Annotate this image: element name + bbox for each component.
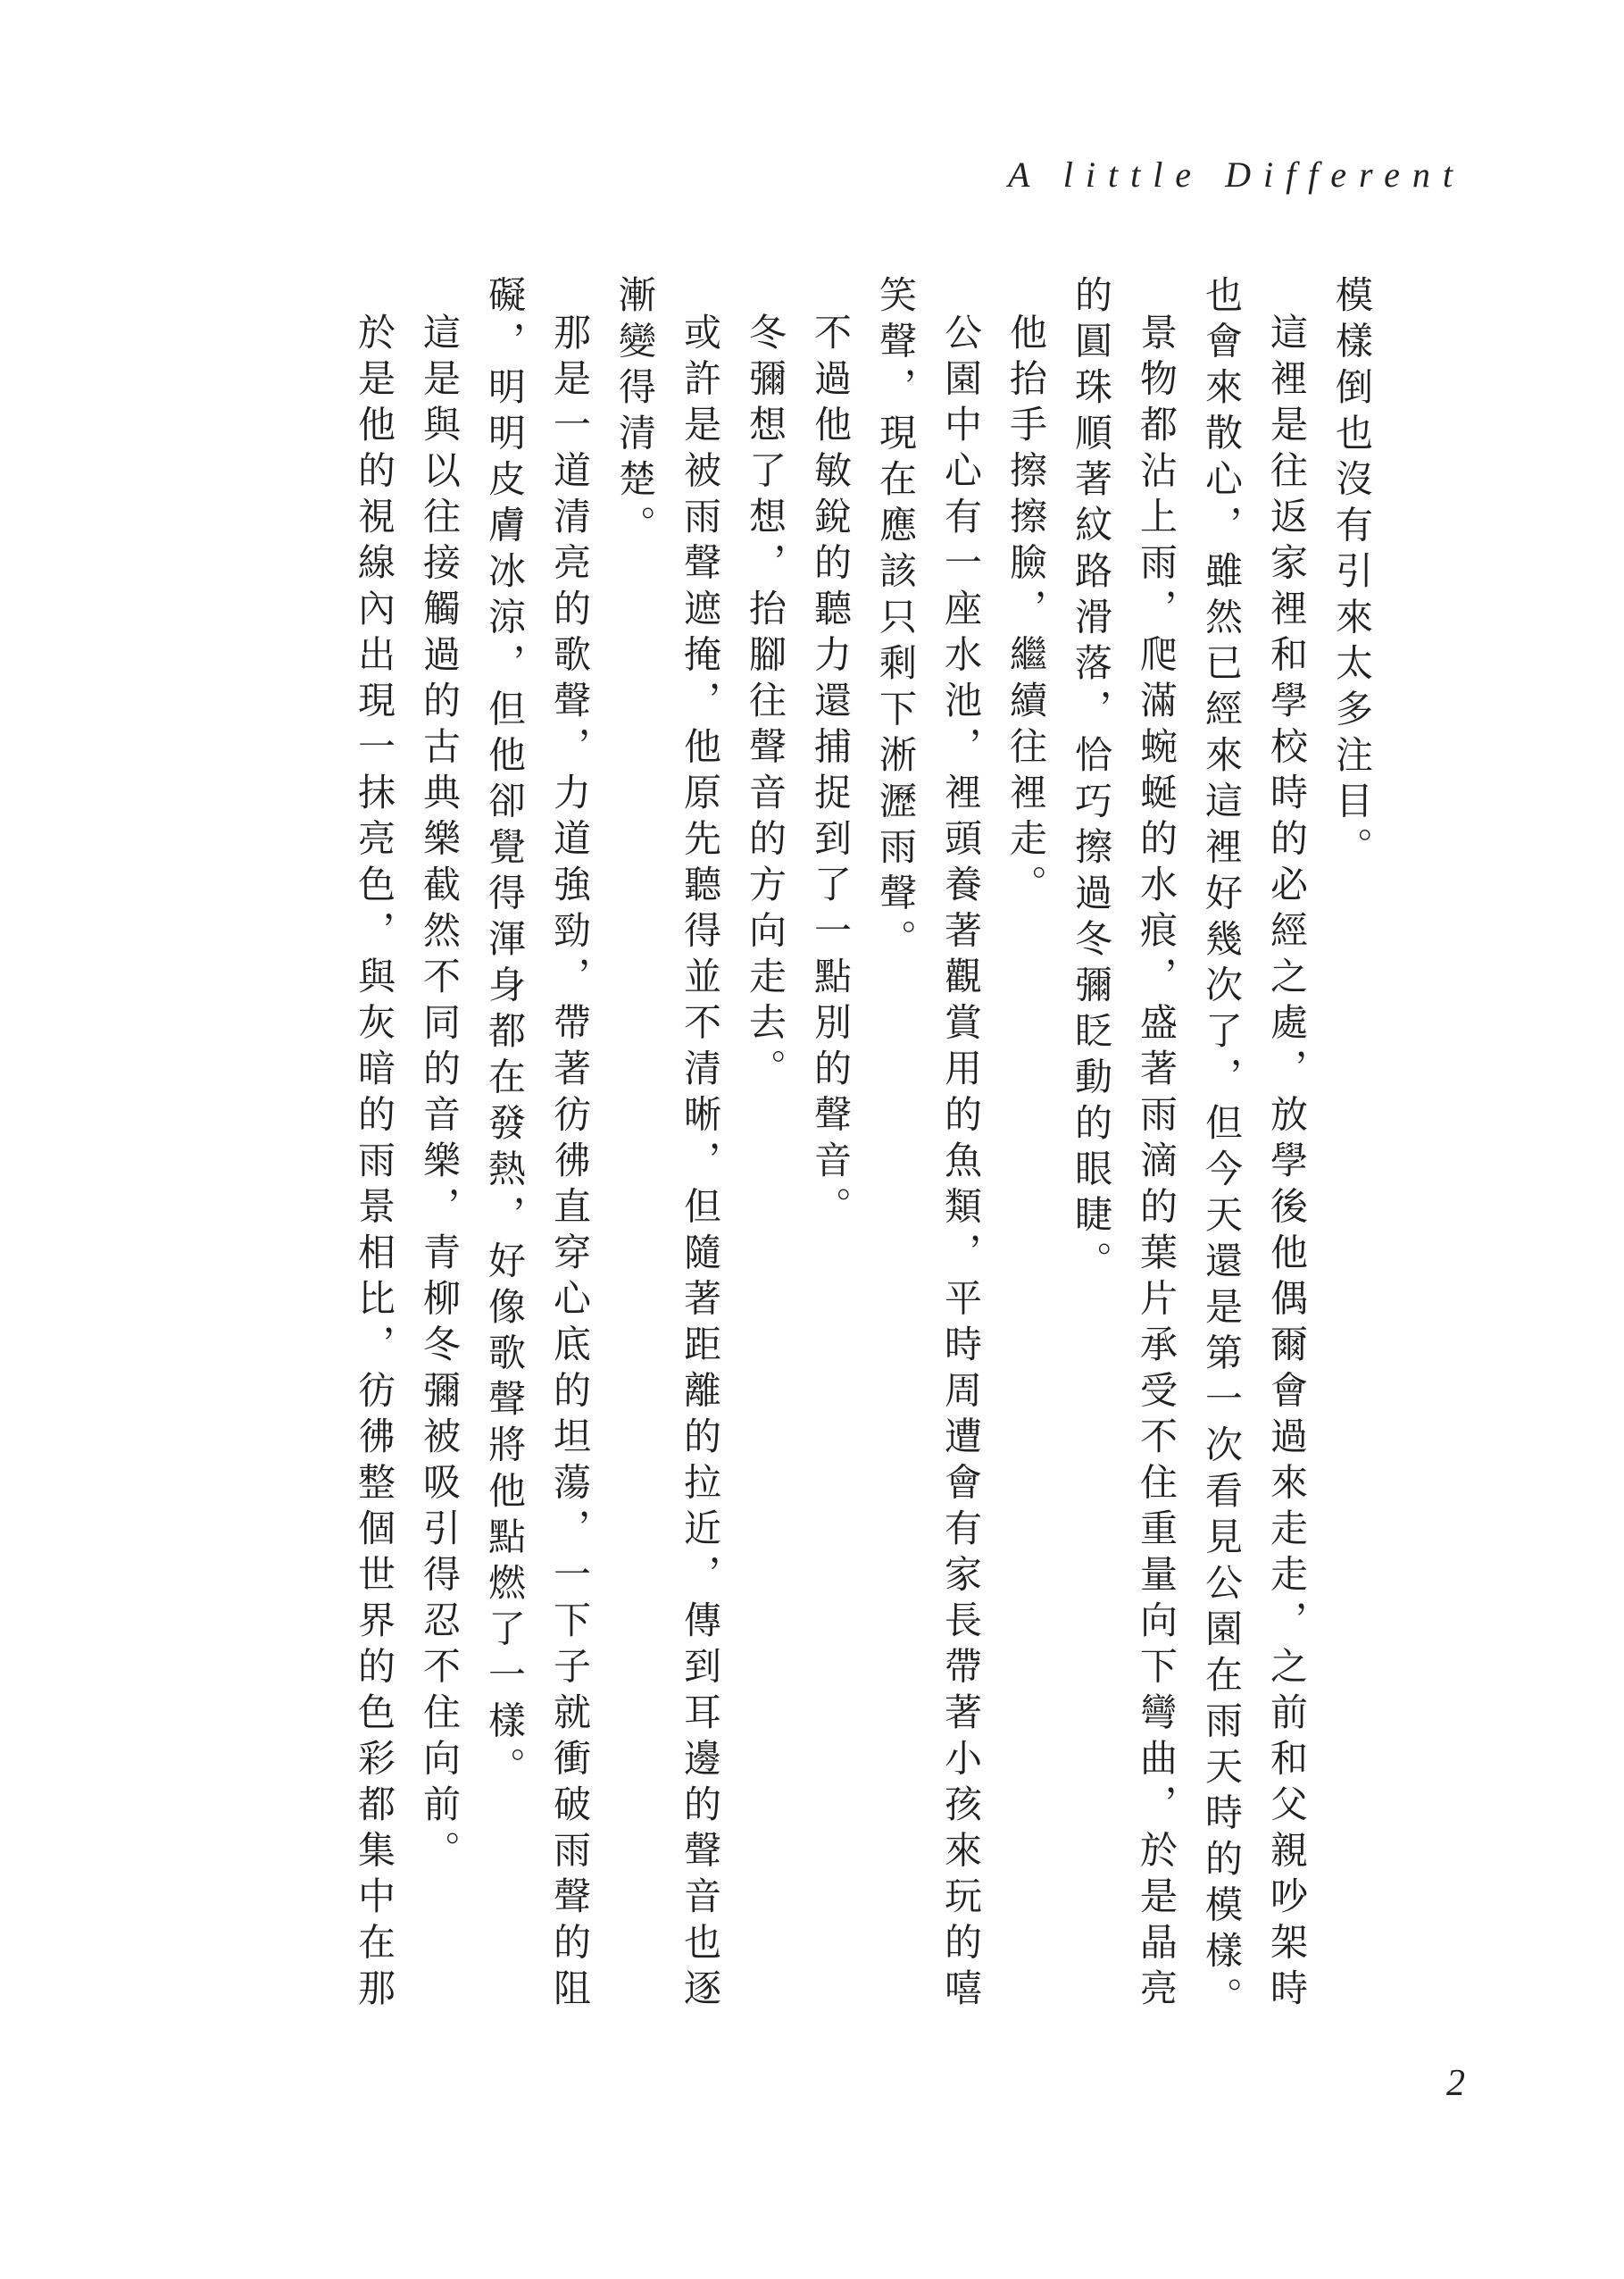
vertical-text-body [224,275,1385,2043]
page-number: 2 [1446,2063,1465,2104]
paragraph: 模樣倒也沒有引來太多注目。 [1330,275,1374,873]
paragraph: 這裡是往返家裡和學校時的必經之處，放學後他偶爾會過來走走，之前和父親吵架時也會來散心，雖然已經來這裡好幾次了，但今天還是第一次看見公園在雨天時的模樣。 [1200,275,1309,2023]
paragraph: 景物都沾上雨，爬滿蜿蜒的水痕，盛著雨滴的葉片承受不住重量向下彎曲，於是晶亮的圓珠順著紋路滑落，恰巧擦過冬彌眨動的眼睫。 [1070,275,1178,2015]
paragraph: 這是與以往接觸過的古典樂截然不同的音樂，青柳冬彌被吸引得忍不住向前。 [418,313,462,1876]
paragraph: 冬彌想了想，抬腳往聲音的方向走去。 [744,313,787,1095]
running-header-title: A little Different [1008,154,1465,195]
paragraph: 公園中心有一座水池，裡頭養著觀賞用的魚類，平時周遭會有家長帶著小孩來玩的嘻笑聲，現在應該只剩下淅瀝雨聲。 [874,275,983,2015]
paragraph: 或許是被雨聲遮掩，他原先聽得並不清晰，但隨著距離的拉近，傳到耳邊的聲音也逐漸變得清楚。 [613,275,722,2015]
paragraph: 他抬手擦擦臉，繼續往裡走。 [1004,313,1048,911]
paragraph: 於是他的視線內出現一抹亮色，與灰暗的雨景相比，彷彿整個世界的色彩都集中在那 [353,313,396,2015]
paragraph: 不過他敏銳的聽力還捕捉到了一點別的聲音。 [809,313,853,1232]
paragraph: 那是一道清亮的歌聲，力道強勁，帶著彷彿直穿心底的坦蕩，一下子就衝破雨聲的阻礙，明明皮膚冰涼，但他卻覺得渾身都在發熱，好像歌聲將他點燃了一樣。 [483,275,592,2015]
